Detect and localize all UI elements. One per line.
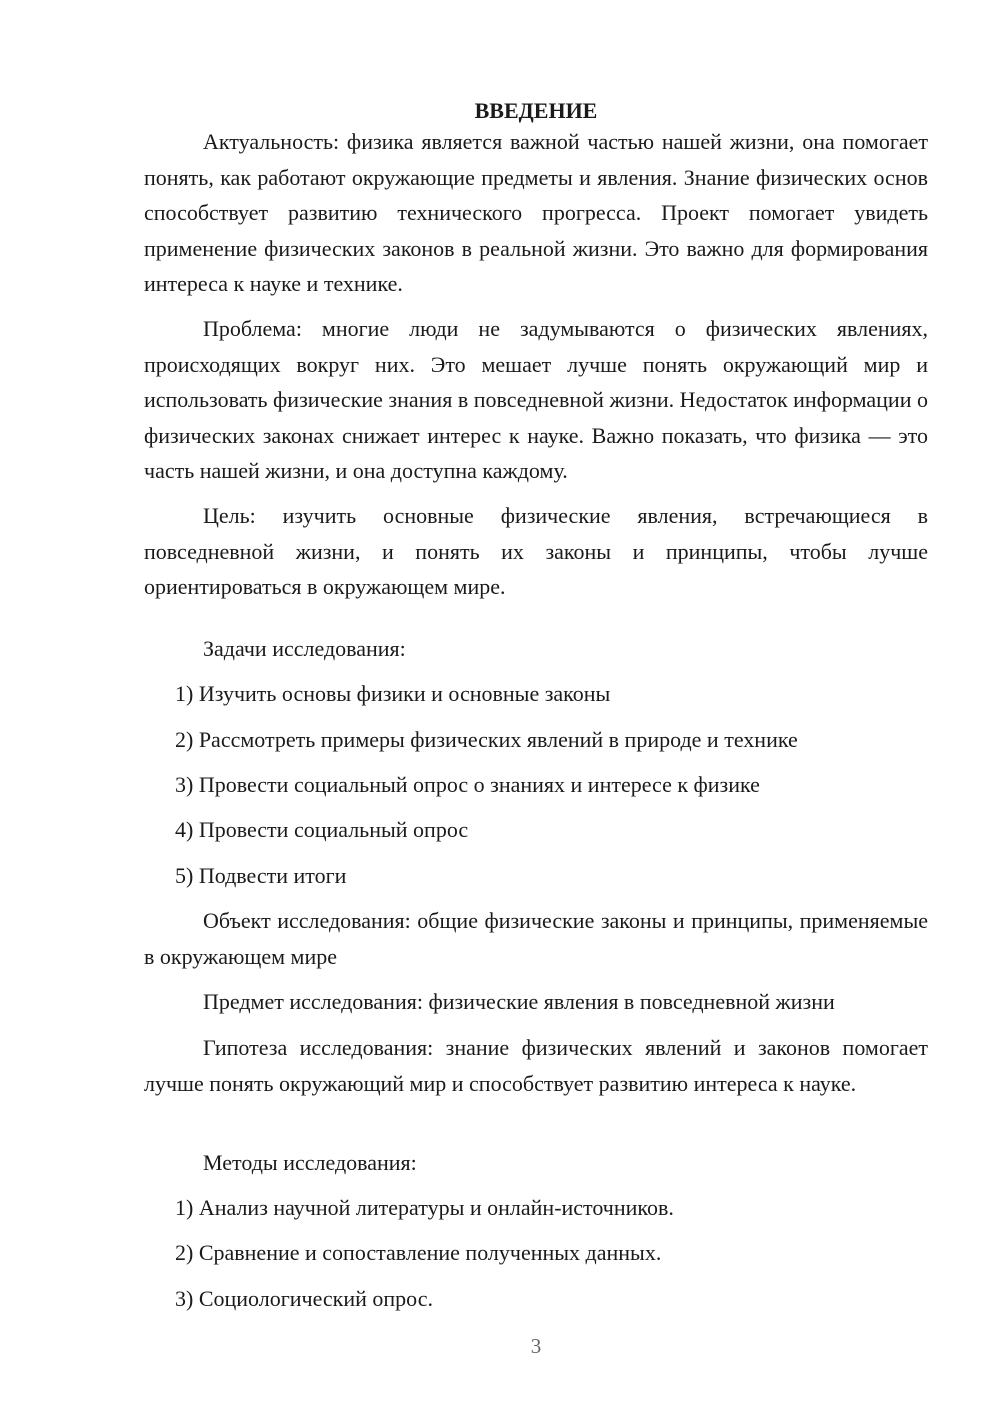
method-item: 3) Социологический опрос.: [175, 1286, 433, 1311]
subject-paragraph: Предмет исследования: физические явления в повседневной жизни: [203, 989, 835, 1014]
task-item: 4) Провести социальный опрос: [175, 817, 469, 842]
relevance-paragraph: Актуальность: физика является важной частью нашей жизни, она помогает понять, как работают окружающие предметы и явления. Знание физических основ способствует развитию технического прогресса. Проект помогает увидеть применение физических законов в реальной жизни. Это важно для формирования интереса к науке и технике.: [144, 129, 928, 296]
section-title: ВВЕДЕНИЕ: [474, 98, 598, 123]
hypothesis-paragraph: Гипотеза исследования: знание физических явлений и законов помогает лучше понять окружающий мир и способствует развитию интереса к науке.: [144, 1035, 928, 1096]
method-item: 1) Анализ научной литературы и онлайн-источников.: [175, 1195, 674, 1220]
problem-paragraph: Проблема: многие люди не задумываются о физических явлениях, происходящих вокруг них. Это мешает лучше понять окружающий мир и использовать физические знания в повседневной жизни. Недостаток информации о физических законах снижает интерес к науке. Важно показать, что физика — это часть нашей жизни, и она доступна каждому.: [144, 316, 928, 483]
page-number: 3: [530, 1334, 542, 1358]
goal-paragraph: Цель: изучить основные физические явления, встречающиеся в повседневной жизни, и понять их законы и принципы, чтобы лучше ориентироваться в окружающем мире.: [144, 503, 928, 599]
task-item: 5) Подвести итоги: [175, 863, 347, 888]
object-paragraph: Объект исследования: общие физические законы и принципы, применяемые в окружающем мире: [144, 908, 928, 969]
task-item: 1) Изучить основы физики и основные законы: [175, 681, 611, 706]
document-page: [144, 0, 928, 1414]
task-item: 3) Провести социальный опрос о знаниях и интересе к физике: [175, 772, 760, 797]
task-item: 2) Рассмотреть примеры физических явлений в природе и технике: [175, 727, 798, 752]
methods-heading: Методы исследования:: [203, 1150, 417, 1175]
method-item: 2) Сравнение и сопоставление полученных данных.: [175, 1240, 662, 1265]
tasks-heading: Задачи исследования:: [203, 636, 406, 661]
